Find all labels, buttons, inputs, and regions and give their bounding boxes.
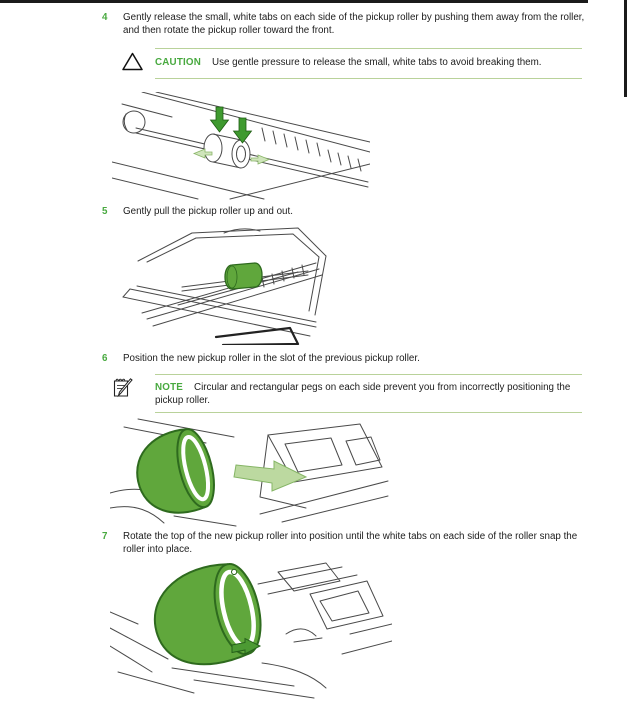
pickup-roller-green: [225, 263, 262, 289]
caution-callout: [155, 48, 582, 79]
note-callout: [155, 374, 582, 413]
caution-label: CAUTION: [155, 57, 202, 68]
step-4-text: Gently release the small, white tabs on each side of the pickup roller by pushing them away from the roller, and then rotate the pickup roller toward the front.: [123, 12, 585, 36]
step-5: [102, 205, 591, 218]
step-5-number: 5: [102, 206, 108, 217]
step-5-text: Gently pull the pickup roller up and out.: [123, 206, 293, 217]
new-pickup-roller-installed: [145, 562, 269, 675]
notepad-pencil-icon: [111, 376, 134, 404]
tab-arrow-right: [251, 155, 269, 164]
illustration-step-7: [110, 562, 392, 704]
step-7-number: 7: [102, 531, 108, 542]
illustration-step-5: [120, 225, 380, 350]
caution-text: Use gentle pressure to release the small, white tabs to avoid breaking them.: [212, 57, 542, 68]
new-pickup-roller: [128, 424, 221, 522]
step-7-text: Rotate the top of the new pickup roller into position until the white tabs on each side of the roller snap the roller into place.: [123, 531, 578, 555]
step-6: [102, 352, 591, 365]
illustration-step-4: [112, 92, 370, 205]
note-text: Circular and rectangular pegs on each side prevent you from incorrectly positioning the pickup roller.: [155, 382, 571, 406]
printer-line-art: [123, 228, 326, 345]
step-6-number: 6: [102, 353, 108, 364]
step-4: [102, 11, 591, 37]
page-top-edge-line: [0, 0, 588, 3]
step-6-text: Position the new pickup roller in the slot of the previous pickup roller.: [123, 353, 420, 364]
step-7: [102, 530, 591, 556]
warning-triangle-icon: [122, 52, 143, 76]
illustration-step-6: [110, 415, 390, 533]
note-label: NOTE: [155, 382, 184, 393]
step-4-number: 4: [102, 12, 108, 23]
